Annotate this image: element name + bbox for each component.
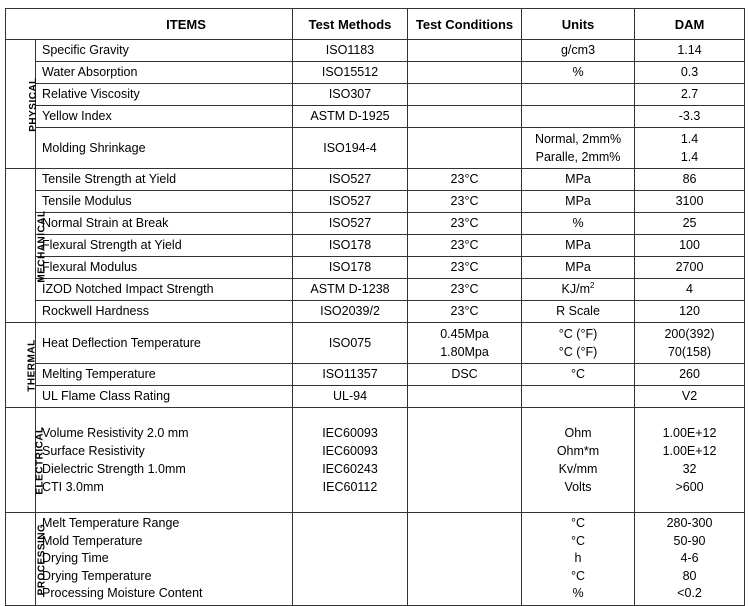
test-condition — [408, 408, 522, 513]
dam-value: 86 — [635, 169, 745, 191]
dam-value: 1.14 — [635, 40, 745, 62]
category-thermal: THERMAL — [6, 323, 36, 408]
table-row — [6, 235, 745, 257]
test-method-group — [293, 408, 408, 513]
condition-low-load: 0.45Mpa — [440, 327, 489, 341]
item-name: CTI 3.0mm — [42, 480, 104, 494]
table-row — [6, 213, 745, 235]
unit-normal: Normal, 2mm% — [534, 132, 622, 146]
item-name: Relative Viscosity — [36, 84, 293, 106]
dam-value: >600 — [675, 480, 704, 494]
spec-sheet — [5, 8, 745, 606]
unit: R Scale — [522, 301, 635, 323]
test-condition — [408, 84, 522, 106]
dam-value-parallel: 1.4 — [680, 150, 699, 164]
unit: Volts — [564, 480, 592, 494]
category-processing: PROCESSING — [6, 513, 36, 606]
table-row — [6, 386, 745, 408]
table-row — [6, 257, 745, 279]
item-name: Rockwell Hardness — [36, 301, 293, 323]
item-name: Tensile Modulus — [36, 191, 293, 213]
test-condition: 23°C — [408, 279, 522, 301]
test-method: ASTM D-1925 — [293, 106, 408, 128]
item-name: Tensile Strength at Yield — [36, 169, 293, 191]
dam-value: 3100 — [635, 191, 745, 213]
test-condition: 23°C — [408, 191, 522, 213]
dam-value-high-load: 70(158) — [667, 345, 712, 359]
item-name: Molding Shrinkage — [36, 128, 293, 169]
test-condition — [408, 513, 522, 606]
dam-value: 50-90 — [673, 533, 706, 548]
unit: Kv/mm — [558, 462, 598, 476]
unit: % — [572, 586, 584, 600]
test-method: ISO178 — [293, 257, 408, 279]
item-name: Flexural Strength at Yield — [36, 235, 293, 257]
dam-value-low-load: 200(392) — [664, 327, 715, 341]
test-method: ISO307 — [293, 84, 408, 106]
unit: °C — [522, 364, 635, 386]
test-condition — [408, 323, 522, 364]
unit: MPa — [522, 257, 635, 279]
unit-low-load: °C (°F) — [558, 327, 598, 341]
item-name: Drying Time — [42, 551, 109, 565]
dam-value: 120 — [635, 301, 745, 323]
test-condition: 23°C — [408, 301, 522, 323]
item-name-group — [36, 513, 293, 606]
dam-value — [635, 128, 745, 169]
test-method — [293, 513, 408, 606]
test-method: ISO527 — [293, 191, 408, 213]
dam-value: -3.3 — [635, 106, 745, 128]
table-row — [6, 128, 745, 169]
test-condition: 23°C — [408, 169, 522, 191]
unit — [522, 106, 635, 128]
item-name: Melt Temperature Range — [42, 516, 180, 530]
dam-value: V2 — [635, 386, 745, 408]
item-name: Dielectric Strength 1.0mm — [42, 462, 186, 476]
table-row — [6, 279, 745, 301]
test-condition: 23°C — [408, 257, 522, 279]
dam-value — [635, 323, 745, 364]
dam-value-group — [635, 513, 745, 606]
unit — [522, 128, 635, 169]
item-name: Volume Resistivity 2.0 mm — [42, 426, 189, 440]
condition-high-load: 1.80Mpa — [440, 345, 489, 359]
test-method: IEC60243 — [322, 462, 378, 476]
unit: °C — [571, 516, 586, 530]
dam-value: 0.3 — [635, 62, 745, 84]
table-row — [6, 40, 745, 62]
table-row — [6, 513, 745, 606]
unit: MPa — [522, 169, 635, 191]
dam-value: 4 — [635, 279, 745, 301]
test-condition: 23°C — [408, 235, 522, 257]
unit-group — [522, 513, 635, 606]
table-row — [6, 84, 745, 106]
item-name: Mold Temperature — [42, 533, 143, 548]
dam-value: <0.2 — [677, 586, 702, 600]
dam-value: 80 — [682, 568, 697, 583]
header-items: ITEMS — [6, 9, 293, 40]
item-name: Surface Resistivity — [42, 444, 145, 458]
dam-value: 280-300 — [666, 516, 713, 530]
table-row — [6, 62, 745, 84]
unit-superscript: 2 — [590, 280, 595, 290]
dam-value: 2.7 — [635, 84, 745, 106]
test-condition — [408, 106, 522, 128]
item-name-group — [36, 408, 293, 513]
item-name: Flexural Modulus — [36, 257, 293, 279]
dam-value: 100 — [635, 235, 745, 257]
test-method: ASTM D-1238 — [293, 279, 408, 301]
dam-value-normal: 1.4 — [680, 132, 699, 146]
unit-base: KJ/m — [561, 282, 591, 296]
test-condition: 23°C — [408, 213, 522, 235]
unit: °C — [571, 533, 586, 548]
dam-value: 25 — [635, 213, 745, 235]
unit — [522, 386, 635, 408]
item-name: Processing Moisture Content — [42, 586, 203, 600]
test-method: UL-94 — [293, 386, 408, 408]
test-method: IEC60112 — [322, 480, 378, 494]
unit — [522, 323, 635, 364]
test-condition — [408, 62, 522, 84]
category-electrical: ELECTRICAL — [6, 408, 36, 513]
test-condition — [408, 40, 522, 62]
unit: MPa — [522, 235, 635, 257]
unit-parallel: Paralle, 2mm% — [535, 150, 621, 164]
header-test-conditions: Test Conditions — [408, 9, 522, 40]
unit: Ohm — [564, 426, 592, 440]
unit: Ohm*m — [556, 444, 600, 458]
dam-value: 4-6 — [680, 551, 699, 565]
test-method: ISO11357 — [293, 364, 408, 386]
category-mechanical: MECHANICAL — [6, 169, 36, 323]
dam-value: 32 — [682, 462, 697, 476]
properties-table — [5, 8, 745, 606]
test-condition: DSC — [408, 364, 522, 386]
header-test-methods: Test Methods — [293, 9, 408, 40]
item-name: UL Flame Class Rating — [36, 386, 293, 408]
unit-high-load: °C (°F) — [558, 345, 598, 359]
unit: h — [574, 551, 582, 565]
item-name: Drying Temperature — [42, 568, 152, 583]
test-method: ISO1183 — [293, 40, 408, 62]
unit: MPa — [522, 191, 635, 213]
unit — [522, 84, 635, 106]
dam-value: 1.00E+12 — [662, 426, 717, 440]
unit: °C — [571, 568, 586, 583]
item-name: Yellow Index — [36, 106, 293, 128]
test-method: IEC60093 — [322, 444, 378, 458]
test-condition — [408, 128, 522, 169]
category-physical: PHYSICAL — [6, 40, 36, 169]
table-row — [6, 301, 745, 323]
dam-value: 2700 — [635, 257, 745, 279]
test-method: ISO194-4 — [293, 128, 408, 169]
header-units: Units — [522, 9, 635, 40]
unit-group — [522, 408, 635, 513]
item-name: Specific Gravity — [36, 40, 293, 62]
item-name: IZOD Notched Impact Strength — [36, 279, 293, 301]
header-row — [6, 9, 745, 40]
item-name: Water Absorption — [36, 62, 293, 84]
item-name: Heat Deflection Temperature — [36, 323, 293, 364]
table-row — [6, 323, 745, 364]
test-condition — [408, 386, 522, 408]
test-method: ISO075 — [293, 323, 408, 364]
dam-value: 260 — [635, 364, 745, 386]
unit — [522, 279, 635, 301]
test-method: ISO2039/2 — [293, 301, 408, 323]
test-method: ISO15512 — [293, 62, 408, 84]
table-row — [6, 169, 745, 191]
item-name: Melting Temperature — [36, 364, 293, 386]
header-dam: DAM — [635, 9, 745, 40]
dam-value-group — [635, 408, 745, 513]
test-method: ISO527 — [293, 213, 408, 235]
table-row — [6, 364, 745, 386]
test-method: IEC60093 — [322, 426, 378, 440]
unit: g/cm3 — [522, 40, 635, 62]
test-method: ISO178 — [293, 235, 408, 257]
table-row — [6, 408, 745, 513]
table-row — [6, 106, 745, 128]
unit: % — [522, 213, 635, 235]
dam-value: 1.00E+12 — [662, 444, 717, 458]
item-name: Normal Strain at Break — [36, 213, 293, 235]
test-method: ISO527 — [293, 169, 408, 191]
table-row — [6, 191, 745, 213]
unit: % — [522, 62, 635, 84]
